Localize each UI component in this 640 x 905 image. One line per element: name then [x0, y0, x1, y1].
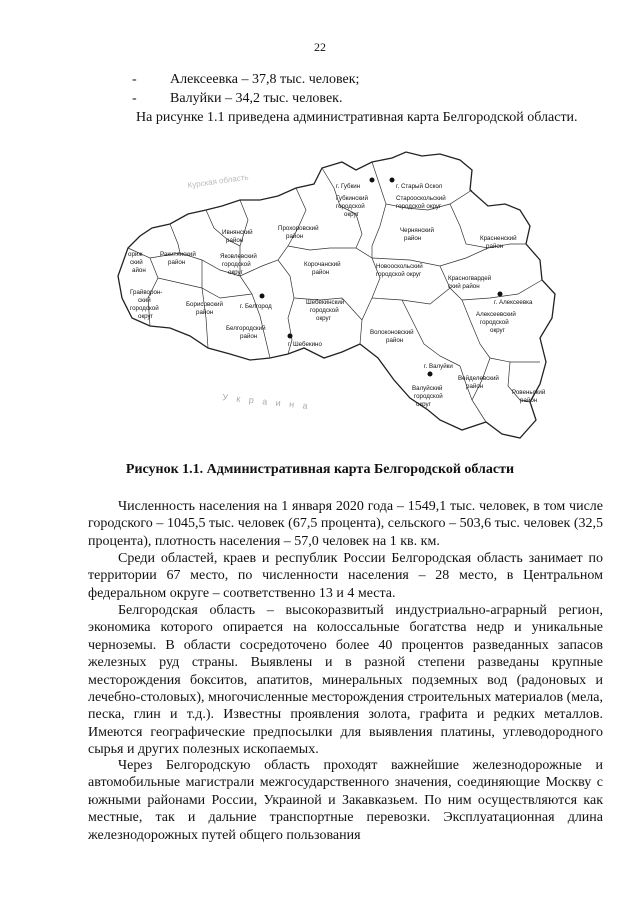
rakityansky-label: Ракитянский район: [160, 251, 196, 266]
ivnyansky-label: Ивнянский район: [222, 229, 253, 244]
paragraph-ranking: Среди областей, краев и республик России Белгородская область занимает по территории 67 место, по численности населения – 28 место, в Центральном федеральном округе – соответственно 13 и 4 места.: [88, 551, 603, 601]
alekseevka-marker: [498, 292, 503, 297]
volokonovsky-label: Волоконовский район: [370, 329, 414, 344]
belgorod-marker: [260, 294, 265, 299]
stary-oskol-city-label: г. Старый Оскол: [396, 183, 443, 190]
rovensky-label: Ровеньский район: [512, 389, 546, 404]
paragraph-transport: Через Белгородскую область проходят важнейшие железнодорожные и автомобильные магистрали межгосударственного значения, соединяющие Москву с южными районами России, Украиной и Закавказьем. По ним осуществляются как местные, так и дальние транспортные перевозки. Эксплуатационная длина железнодорожных путей общего пользования: [88, 758, 603, 843]
paragraph-population: Численность населения на 1 января 2020 года – 1549,1 тыс. человек, в том числе городского – 1045,5 тыс. человек (67,5 процента), сельского – 503,6 тыс. человек (32,5 процента), плотность населения – 57,0 человек на 1 кв. км.: [88, 499, 603, 549]
figure-caption: Рисунок 1.1. Административная карта Белгородской области: [125, 462, 515, 477]
paragraph-economy: Белгородская область – высокоразвитый индустриально-аграрный регион, экономика которого опирается на колоссальные богатства недр и уникальные черноземы. В области сосредоточено более 40 процентов разведанных запасов железных руд страны. Выявлены и в разной степени разведаны крупные месторождения бокситов, апатитов, минеральных подземных вод (радоновых и лечебно-столовых), многочисленные месторождения строительных материалов (мела, песка, глин и т.д.). Известны проявления золота, графита и редких металлов. Имеются географические предпосылки для выявления платины, углеводородного сырья и других полезных ископаемых.: [88, 603, 604, 758]
belgorod-city-label: г. Белгород: [240, 303, 272, 310]
krasnensky-label: Красненский район: [480, 235, 517, 250]
list-item-text: Валуйки – 34,2 тыс. человек.: [170, 91, 343, 106]
list-item-text: Алексеевка – 37,8 тыс. человек;: [170, 72, 360, 87]
map-svg: [110, 148, 575, 448]
borisovsky-label: Борисовский район: [186, 301, 223, 316]
alekseevka-city-label: г. Алексеевка: [494, 299, 533, 306]
map-labels: [128, 183, 547, 408]
valuyki-marker: [428, 372, 433, 377]
borisovka-partial-label: ориж ский айон: [128, 251, 146, 274]
krasnogvardeisky-label: Красногвардей ский район: [448, 275, 492, 290]
yakovlevsky-label: Яковлевский городской округ: [220, 253, 257, 276]
veydelevsky-label: Вейделевский район: [458, 375, 499, 390]
starooskolsky-label: Старооскольский городской округ: [396, 195, 446, 210]
page-number: 22: [314, 40, 326, 54]
belgorodsky-label: Белгородский район: [226, 325, 266, 340]
valuyki-city-label: г. Валуйки: [424, 363, 453, 370]
administrative-map: [110, 148, 575, 448]
valuysky-label: Валуйский городской округ: [412, 385, 443, 408]
gubkin-marker: [370, 178, 375, 183]
intro-sentence: На рисунке 1.1 приведена административная карта Белгородской области.: [136, 110, 578, 125]
novooskolsky-label: Новооскольский городской округ: [376, 263, 423, 278]
shebekino-city-label: г. Шебекино: [288, 341, 322, 348]
chernyansky-label: Чернянский район: [400, 227, 434, 242]
shebekinsky-label: Шебекинский городской округ: [306, 299, 345, 322]
korochansky-label: Корочанский район: [304, 261, 341, 276]
list-dash: -: [132, 91, 137, 106]
stary-oskol-marker: [390, 178, 395, 183]
shebekino-marker: [288, 334, 293, 339]
list-dash: -: [132, 72, 137, 87]
prokhorovsky-label: Прохоровский район: [278, 225, 319, 240]
gubkin-city-label: г. Губкин: [336, 183, 361, 190]
alekseevsky-label: Алексеевский городской округ: [476, 311, 516, 334]
grayvoronsky-label: Грайворон- ский городской округ: [130, 289, 163, 320]
watermark-bottom: У к р а и н а: [221, 392, 312, 412]
watermark-top: Курская область: [187, 172, 250, 190]
gubkinsky-label: Губкинский городской округ: [336, 195, 368, 218]
